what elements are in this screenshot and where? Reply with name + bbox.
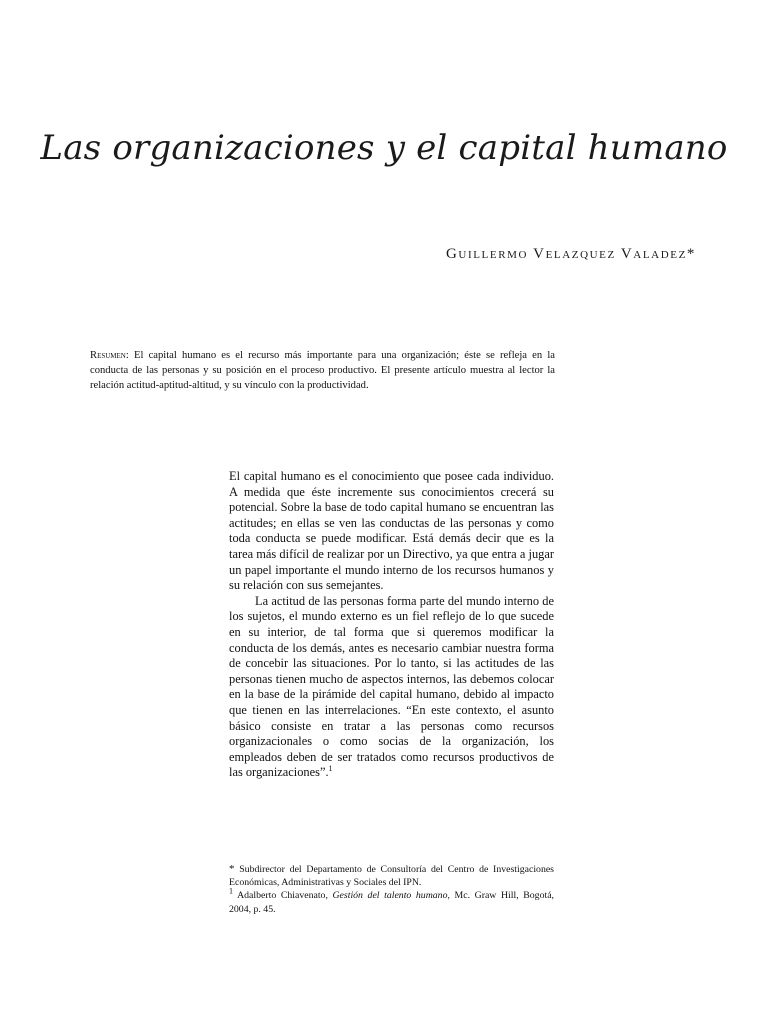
footnote-1-book-title: Gestión del talento humano <box>332 890 448 902</box>
article-body <box>229 469 554 781</box>
body-paragraph-1: El capital humano es el conocimiento que posee cada individuo. A medida que éste incremente sus conocimientos crecerá su potencial. Sobre la base de todo capital humano se encuentran las actitudes; en ellas se ven las conductas de las personas y como toda conducta se puede modificar. Está demás decir que es la tarea más difícil de realizar por un Directivo, ya que entra a jugar un papel importante el mundo interno de los recursos humanos y su relación con sus semejantes. <box>229 469 554 593</box>
footnote-author-mark: * <box>229 863 235 875</box>
footnote-author <box>229 863 554 889</box>
abstract <box>90 348 555 393</box>
article-title: Las organizaciones y el capital humano <box>40 128 728 168</box>
abstract-separator: : <box>125 350 134 361</box>
abstract-text: El capital humano es el recurso más importante para una organización; éste se refleja en la conducta de las personas y su posición en el proceso productivo. El presente artículo muestra al lector la relación actitud-aptitud-altitud, y su vínculo con la productividad. <box>90 350 556 391</box>
footnote-reference-1: 1 <box>328 764 333 774</box>
footnote-author-text: Subdirector del Departamento de Consultoría del Centro de Investigaciones Económicas, Administrativas y Sociales del IPN. <box>229 864 554 889</box>
abstract-label: Resumen <box>90 350 126 361</box>
footnote-1 <box>229 889 554 915</box>
footnotes <box>229 863 554 916</box>
body-paragraph-2 <box>229 594 554 781</box>
footnote-1-mark: 1 <box>229 887 233 897</box>
author-name: Guillermo Velazquez Valadez* <box>446 246 696 262</box>
footnote-1-after: , Mc. Graw Hill, Bogotá, 2004, p. 45. <box>229 890 554 915</box>
footnote-1-before: Adalberto Chiavenato, <box>237 890 333 902</box>
body-paragraph-2-text: La actitud de las personas forma parte del mundo interno de los sujetos, el mundo externo es un fiel reflejo de lo que sucede en su interior, de tal forma que si queremos modificar la conducta de los demás, antes es necesario cambiar nuestra forma de concebir las situaciones. Por lo tanto, si las actitudes de las personas tienen mucho de aspectos internos, las debemos colocar en la base de la pirámide del capital humano, debido al impacto que tienen en las interrelaciones. “En este contexto, el asunto básico consiste en tratar a las personas como recursos organizacionales o como socias de la organización, los empleados deben de ser tratados como recursos productivos de las organizaciones”. <box>229 593 554 780</box>
